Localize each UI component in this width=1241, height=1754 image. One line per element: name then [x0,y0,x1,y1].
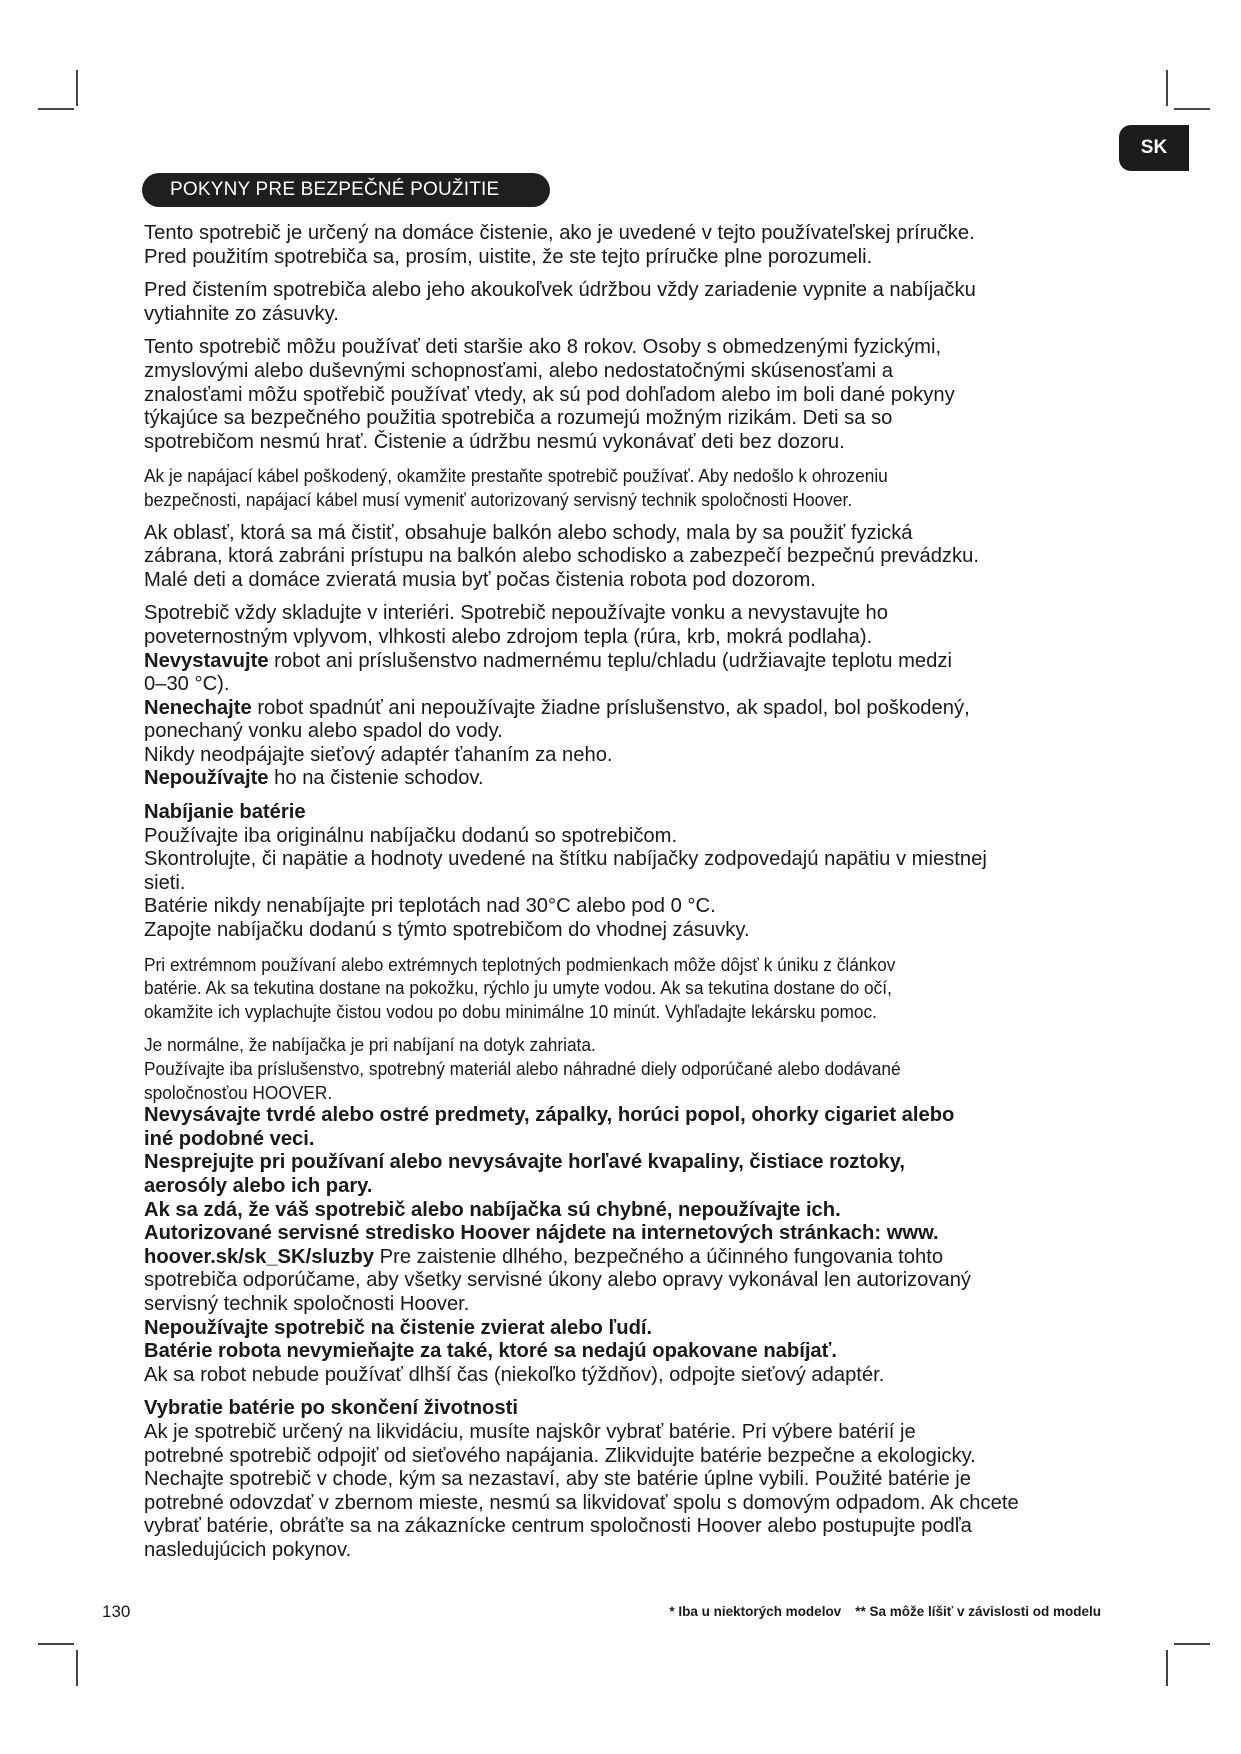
text-line: vybrať batérie, obráťte sa na zákaznícke centrum spoločnosti Hoover alebo postupujte podľa [144,1515,972,1538]
crop-mark [76,70,78,106]
paragraph-intended-use [144,222,1104,269]
text-line: Nevystavujte robot ani príslušenstvo nadmernému teplu/chladu (udržiavajte teplotu medzi [144,649,952,672]
charging-heading: Nabíjanie batérie [144,801,306,824]
text-line: Zapojte nabíjačku dodanú s týmto spotrebičom do vhodnej zásuvky. [144,919,750,942]
text-line: Batérie nikdy nenabíjajte pri teplotách nad 30°C alebo pod 0 °C. [144,895,716,918]
text-line: Ak je spotrebič určený na likvidáciu, musíte najskôr vybrať batérie. Pri výbere batérií je [144,1420,916,1443]
crop-mark [76,1650,78,1686]
text-line: nasledujúcich pokynov. [144,1538,352,1561]
text-line: Ak oblasť, ktorá sa má čistiť, obsahuje balkón alebo schody, mala by sa použiť fyzická [144,521,913,544]
body-text [144,222,1104,1562]
paragraph-disposal [144,1397,1104,1562]
text-line: Nevysávajte tvrdé alebo ostré predmety, zápalky, horúci popol, ohorky cigariet alebo [144,1104,955,1127]
text-line: Nenechajte robot spadnúť ani nepoužívajte žiadne príslušenstvo, ak spadol, bol poškodený, [144,696,970,719]
paragraph-warnings [144,1104,1104,1387]
page-number: 130 [102,1602,131,1621]
text-line: hoover.sk/sk_SK/sluzby Pre zaistenie dlhého, bezpečného a účinného fungovania tohto [144,1245,944,1268]
text-line: Tento spotrebič môžu používať deti staršie ako 8 rokov. Osoby s obmedzenými fyzickými, [144,336,942,359]
text-line: Nepoužívajte ho na čistenie schodov. [144,767,484,790]
text-line: Používajte iba originálnu nabíjačku dodanú so spotrebičom. [144,824,678,847]
text-line: Používajte iba príslušenstvo, spotrebný materiál alebo náhradné diely odporúčané alebo dodávané [144,1058,901,1079]
text-line: Malé deti a domáce zvieratá musia byť počas čistenia robota pod dozorom. [144,568,816,591]
text-line: Nikdy neodpájajte sieťový adaptér ťahaním za neho. [144,743,613,766]
crop-mark [1166,1650,1168,1686]
paragraph-disconnect [144,279,1104,326]
text-line: Batérie robota nevymieňajte za také, ktoré sa nedajú opakovane nabíjať. [144,1340,837,1363]
text-line: bezpečnosti, napájací kábel musí vymeniť autorizovaný servisný technik spoločnosti Hoover. [144,488,853,510]
text-line: zábrana, ktorá zabráni prístupu na balkón alebo schodisko a zabezpečí bezpečnú prevádzku. [144,545,979,568]
text-line: poveternostným vplyvom, vlhkosti alebo zdrojom tepla (rúra, krb, mokrá podlaha). [144,625,873,648]
paragraph-children [144,336,1104,454]
text-line: batérie. Ak sa tekutina dostane na pokožku, rýchlo ju umyte vodou. Ak sa tekutina dostane do očí, [144,977,892,999]
crop-mark [1174,108,1210,110]
text-line: okamžite ich vyplachujte čistou vodou po dobu minimálne 10 minút. Vyhľadajte lekársku pomoc. [144,1000,877,1022]
text-line: zmyslovými alebo duševnými schopnosťami, alebo nedostatočnými skúsenosťami a [144,359,893,382]
text-line: vytiahnite zo zásuvky. [144,302,339,325]
crop-mark [38,108,74,110]
paragraph-leakage [144,953,1107,1024]
text-line: potrebné odovzdať v zbernom mieste, nesmú sa likvidovať spolu s domovým odpadom. Ak chcete [144,1491,1019,1514]
text-line: ponechaný vonku alebo spadol do vody. [144,720,503,743]
footnote-variation: ** Sa môže líšiť v závislosti od modelu [855,1604,1101,1619]
section-title: POKYNY PRE BEZPEČNÉ POUŽITIE [142,173,550,207]
paragraph-balcony [144,522,1104,593]
paragraph-cable [144,464,1107,511]
text-line: servisný technik spoločnosti Hoover. [144,1292,470,1315]
language-tab: SK [1119,125,1189,171]
text-line: spotrebičom nesmú hrať. Čistenie a údržbu nesmú vykonávať deti bez dozoru. [144,430,845,453]
text-line: Ak je napájací kábel poškodený, okamžite prestaňte spotrebič používať. Aby nedošlo k ohrozeniu [144,465,888,487]
text-line: Nepoužívajte spotrebič na čistenie zvierat alebo ľudí. [144,1316,653,1339]
text-line: Nechajte spotrebič v chode, kým sa nezastaví, aby ste batérie úplne vybili. Použité batérie je [144,1468,972,1491]
text-line: spoločnosťou HOOVER. [144,1081,333,1103]
text-line: Autorizované servisné stredisko Hoover nájdete na internetových stránkach: www. [144,1222,939,1245]
text-line: Skontrolujte, či napätie a hodnoty uvedené na štítku nabíjačky zodpovedajú napätiu v miestnej [144,848,987,871]
text-line: týkajúce sa bezpečného použitia spotrebiča a rozumejú možným rizikám. Deti sa so [144,407,893,430]
text-line: potrebné spotrebič odpojiť od sieťového napájania. Zlikvidujte batérie bezpečne a ekologicky. [144,1444,976,1467]
footnote-models: * Iba u niektorých modelov [669,1604,842,1619]
text-line: Je normálne, že nabíjačka je pri nabíjaní na dotyk zahriata. [144,1034,596,1056]
text-line: Nesprejujte pri používaní alebo nevysávajte horľavé kvapaliny, čistiace roztoky, [144,1151,905,1174]
text-line: spotrebiča odporúčame, aby všetky servisné úkony alebo opravy vykonával len autorizovaný [144,1269,972,1292]
paragraph-charging [144,801,1104,943]
text-line: 0–30 °C). [144,673,230,696]
crop-mark [1174,1643,1210,1645]
crop-mark [1166,70,1168,106]
text-line: znalosťami môžu spotřebič používať vtedy, ak sú pod dohľadom alebo im boli dané pokyny [144,383,955,406]
crop-mark [38,1643,74,1645]
footnotes [669,1604,1101,1619]
paragraph-storage [144,602,1104,791]
text-line: aerosóly alebo ich pary. [144,1174,373,1197]
paragraph-accessories [144,1033,1107,1104]
text-line: iné podobné veci. [144,1127,315,1150]
text-line: Ak sa robot nebude používať dlhší čas (niekoľko týždňov), odpojte sieťový adaptér. [144,1363,885,1386]
disposal-heading: Vybratie batérie po skončení životnosti [144,1397,518,1420]
text-line: Pred čistením spotrebiča alebo jeho akoukoľvek údržbou vždy zariadenie vypnite a nabíjačku [144,279,976,302]
text-line: Pri extrémnom používaní alebo extrémnych teplotných podmienkach môže dôjsť k úniku z článkov [144,953,896,975]
text-line: Pred použitím spotrebiča sa, prosím, uistite, že ste tejto príručke plne porozumeli. [144,245,873,268]
text-line: sieti. [144,871,186,894]
text-line: Spotrebič vždy skladujte v interiéri. Spotrebič nepoužívajte vonku a nevystavujte ho [144,602,888,625]
text-line: Ak sa zdá, že váš spotrebič alebo nabíjačka sú chybné, nepoužívajte ich. [144,1198,841,1221]
text-line: Tento spotrebič je určený na domáce čistenie, ako je uvedené v tejto používateľskej príručke. [144,222,975,244]
